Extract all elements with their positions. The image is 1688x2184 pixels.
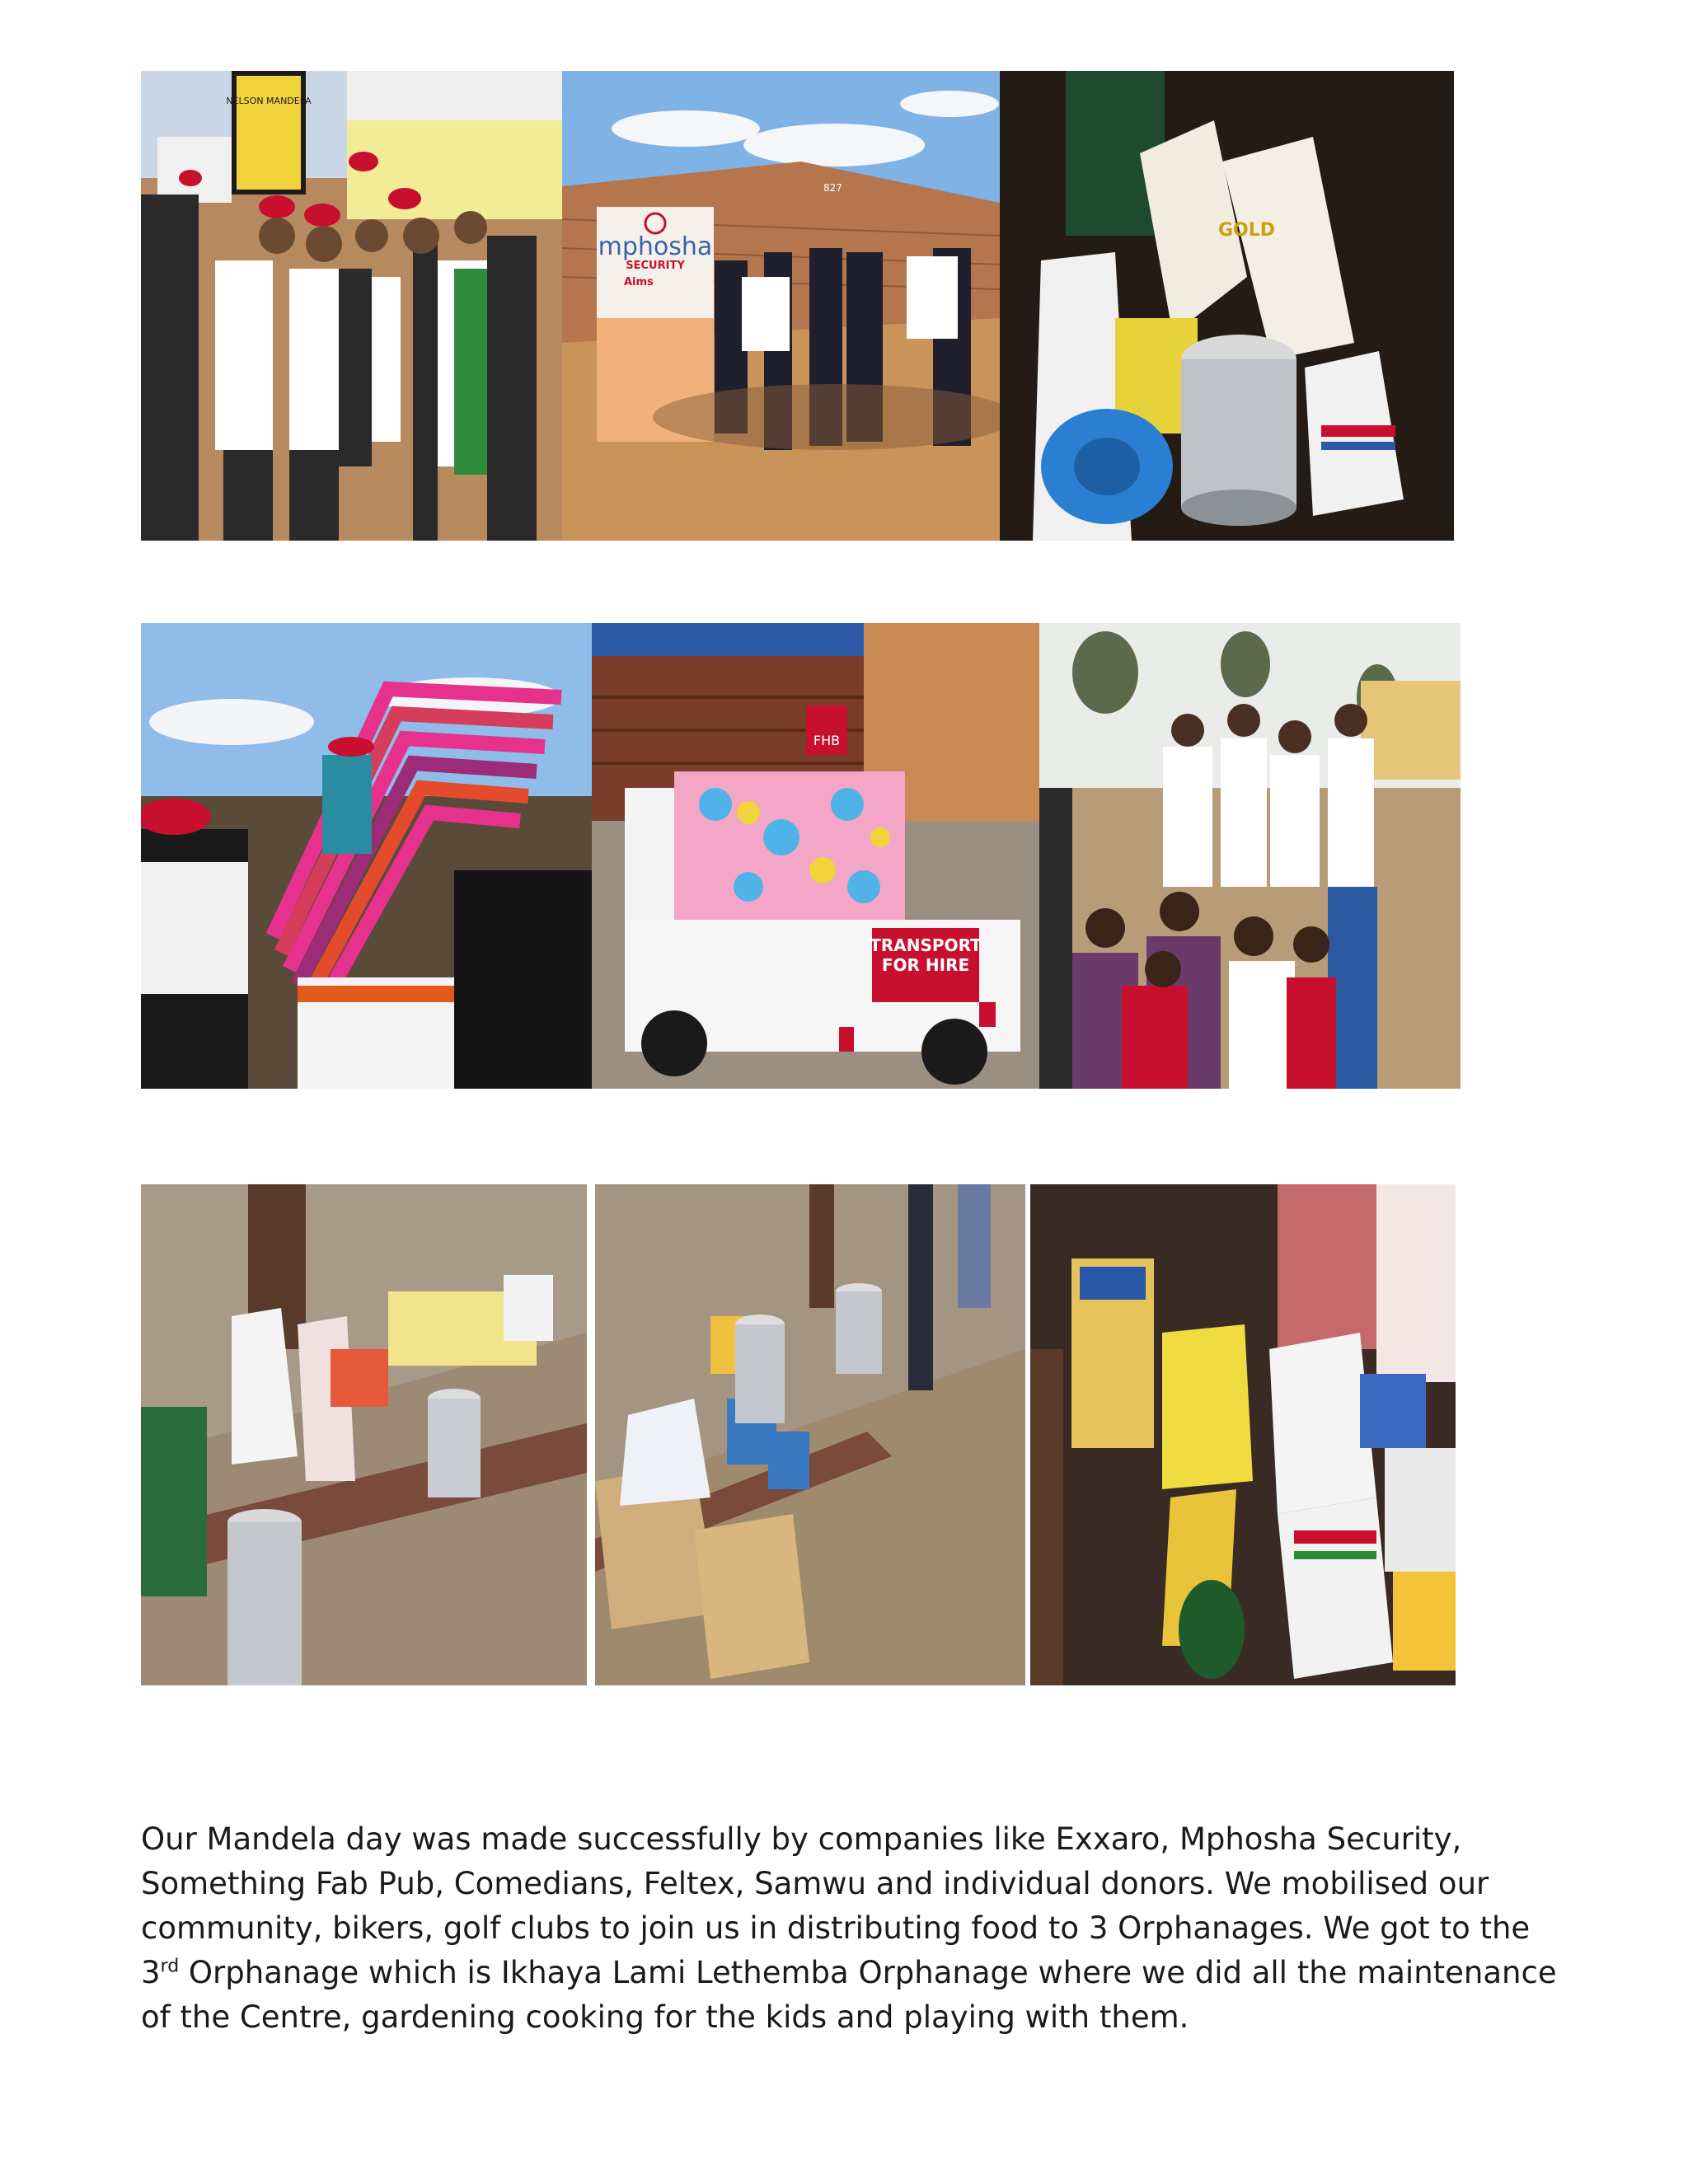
caption-text-2: Orphanage which is Ikhaya Lami Lethemba Orphanage where we did all the maintenance of the Centre, gardening cooking for the kids and playing with them. [141,1955,1557,2035]
truck-phone: Call: 083 744 44 60 [876,987,975,998]
document-caption [141,1817,1575,2040]
photo-mphosha-security-banner [562,71,1000,541]
photo-mandela-day-group [141,71,562,541]
photo-donated-goods-bags [1000,71,1454,541]
truck-line1: TRANSPORT [870,935,982,955]
photo-truck-mattresses [592,623,1039,1089]
pub-sign: FHB [813,733,841,748]
photo-groceries-step-1 [141,1184,587,1685]
photo-carrying-chairs [141,623,592,1089]
truck-line2: FOR HIRE [881,955,970,975]
photo-groceries-step-2 [595,1184,1025,1685]
photo-children-group [1039,623,1461,1089]
photo-food-parcels-indoors [1030,1184,1456,1685]
banner-brand-sub: SECURITY [626,260,685,272]
banner-brand: mphosha [598,232,713,261]
bag-label: GOLD [1218,220,1276,241]
caption-text-1: Our Mandela day was made successfully by companies like Exxaro, Mphosha Security, Something Fab Pub, Comedians, Feltex, Samwu and individual donors. We mobilised our community, bikers, golf clubs to join us in distributing food to 3 Orphanages. We got to the 3 [141,1821,1531,1990]
banner-text: NELSON MANDELA [226,96,312,106]
house-number: 827 [823,182,842,194]
banner-aims: Aims [624,276,654,288]
caption-superscript: rd [160,1956,180,1977]
